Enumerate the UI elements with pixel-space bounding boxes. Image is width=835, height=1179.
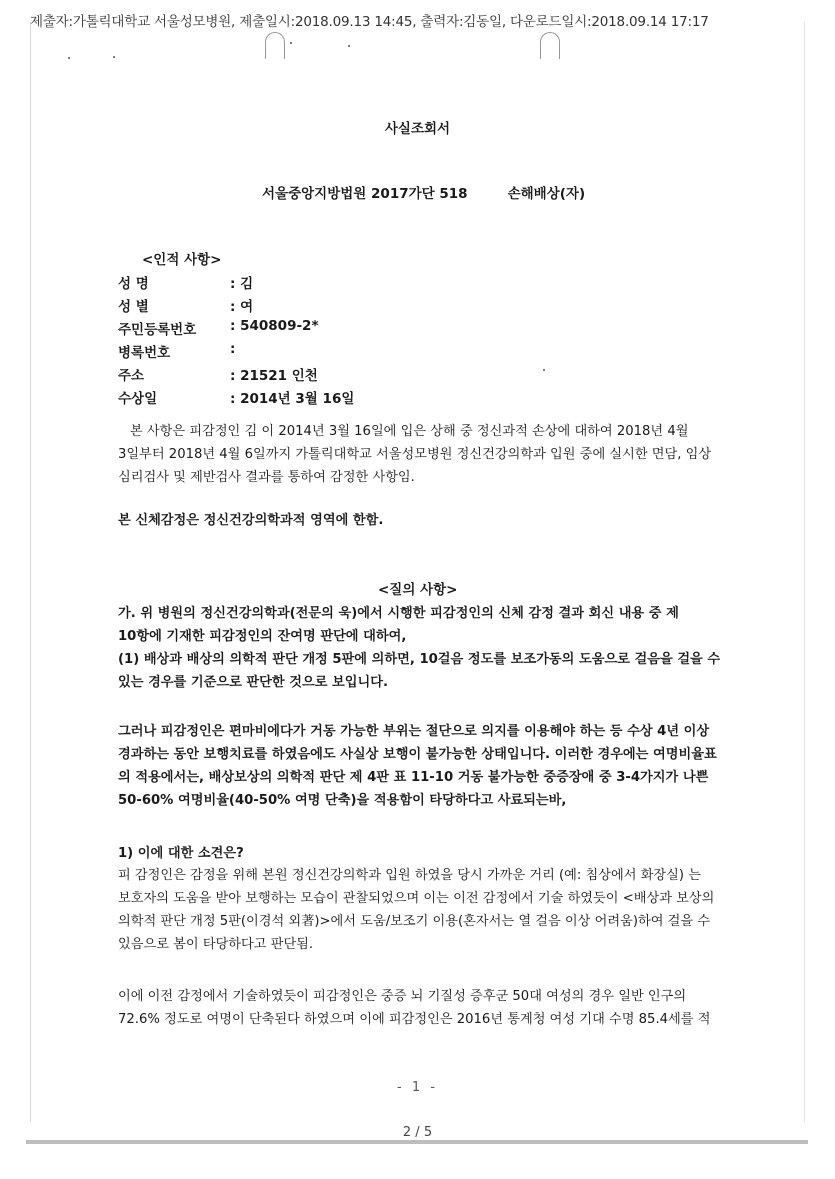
scan-speck: [113, 56, 115, 58]
info-value: : 김: [230, 276, 254, 292]
questions-heading: <질의 사항>: [378, 582, 458, 598]
info-label: 수상일: [118, 391, 158, 407]
scan-speck: [68, 57, 70, 59]
punch-hole-mark: [540, 32, 560, 59]
scan-speck: [290, 42, 292, 44]
paragraph-line: (1) 배상과 배상의 의학적 판단 개정 5판에 의하면, 10걸음 정도를 보조가동의 도움으로 걸음을 걸을 수: [118, 652, 721, 667]
paragraph-line: 3일부터 2018년 4월 6일까지 가톨릭대학교 서울성모병원 정신건강의학과 입원 중에 실시한 면담, 임상: [118, 447, 712, 462]
paragraph-line: 그러나 피감정인은 편마비에다가 거동 가능한 부위는 절단으로 의지를 이용해야 하는 등 수상 4년 이상: [118, 724, 710, 739]
info-value: : 2014년 3월 16일: [230, 391, 355, 407]
case-number: 서울중앙지방법원 2017가단 518: [262, 186, 468, 202]
document-title: 사실조회서: [384, 121, 451, 137]
question-however: [118, 720, 718, 812]
scan-frame-left: [30, 22, 31, 1122]
paragraph-line: 50-60% 여명비율(40-50% 여명 단축)을 적용함이 타당하다고 사료되는바,: [118, 793, 567, 808]
case-type: 손해배상(자): [507, 186, 586, 202]
scope-statement: [118, 509, 718, 532]
sub-question: [118, 842, 718, 865]
paragraph-line: 있음으로 봄이 타당하다고 판단됨.: [118, 937, 314, 952]
paragraph-line: 경과하는 동안 보행치료를 하였음에도 사실상 보행이 불가능한 상태입니다. 이러한 경우에는 여명비율표: [118, 747, 717, 762]
scan-frame-right: [804, 22, 805, 1122]
punch-hole-mark: [265, 32, 285, 59]
paragraph-line: 의학적 판단 개정 5판(이경석 외著)>에서 도움/보조기 이용(혼자서는 열 걸음 이상 어려움)하여 걸을 수: [118, 914, 711, 929]
final-paragraph: [118, 985, 718, 1031]
personal-info-heading: <인적 사항>: [142, 252, 222, 268]
paragraph-line: 있는 경우를 기준으로 판단한 것으로 보입니다.: [118, 675, 389, 690]
page-number: 2 / 5: [402, 1125, 433, 1140]
page-mark: - 1 -: [397, 1080, 438, 1095]
info-value: : 21521 인천: [230, 368, 318, 384]
info-label: 병록번호: [118, 345, 171, 361]
info-value: :: [230, 341, 236, 357]
scan-speck: [543, 369, 545, 371]
answer-paragraph: [118, 864, 718, 956]
info-label: 주민등록번호: [118, 322, 197, 338]
scan-speck: [348, 45, 350, 47]
paragraph-line: 심리검사 및 제반검사 결과를 통하여 감정한 사항임.: [118, 470, 415, 485]
paragraph-line: 의 적용에서는, 배상보상의 의학적 판단 제 4판 표 11-10 거동 불가능한 중증장애 중 3-4가지가 나쁜: [118, 770, 709, 785]
paragraph-line: 72.6% 정도로 여명이 단축된다 하였으며 이에 피감정인은 2016년 통계청 여성 기대 수명 85.4세를 적: [118, 1012, 711, 1027]
info-value: : 540809-2*: [230, 318, 319, 334]
question-ga: [118, 602, 721, 694]
paragraph-line: 이에 이전 감정에서 기술하였듯이 피감정인은 중증 뇌 기질성 증후군 50대 여성의 경우 일반 인구의: [118, 989, 687, 1004]
info-label: 주소: [118, 368, 145, 384]
case-line: [262, 182, 585, 202]
paragraph-line: 10항에 기재한 피감정인의 잔여명 판단에 대하여,: [118, 629, 407, 644]
paragraph-line: 피 감정인은 감정을 위해 본원 정신건강의학과 입원 하였을 당시 가까운 거리 (예: 침상에서 화장실) 는: [118, 868, 701, 883]
info-value: : 여: [230, 299, 254, 315]
info-label: 성 별: [118, 299, 149, 315]
intro-paragraph: [118, 420, 718, 489]
paragraph-line: 본 사항은 피감정인 김 이 2014년 3월 16일에 입은 상해 중 정신과적 손상에 대하여 2018년 4월: [130, 424, 689, 439]
scan-frame-bottom: [26, 1140, 808, 1144]
paragraph-line: 1) 이에 대한 소견은?: [118, 846, 244, 861]
info-label: 성 명: [118, 276, 149, 292]
paragraph-line: 본 신체감정은 정신건강의학과적 영역에 한함.: [118, 513, 384, 528]
download-stamp: 제출자:가톨릭대학교 서울성모병원, 제출일시:2018.09.13 14:45, 출력자:김동일, 다운로드일시:2018.09.14 17:17: [30, 14, 709, 30]
paragraph-line: 가. 위 병원의 정신건강의학과(전문의 욱)에서 시행한 피감정인의 신체 감정 결과 회신 내용 중 제: [118, 606, 679, 621]
paragraph-line: 보호자의 도움을 받아 보행하는 모습이 관찰되었으며 이는 이전 감정에서 기술 하였듯이 <배상과 보상의: [118, 891, 715, 906]
